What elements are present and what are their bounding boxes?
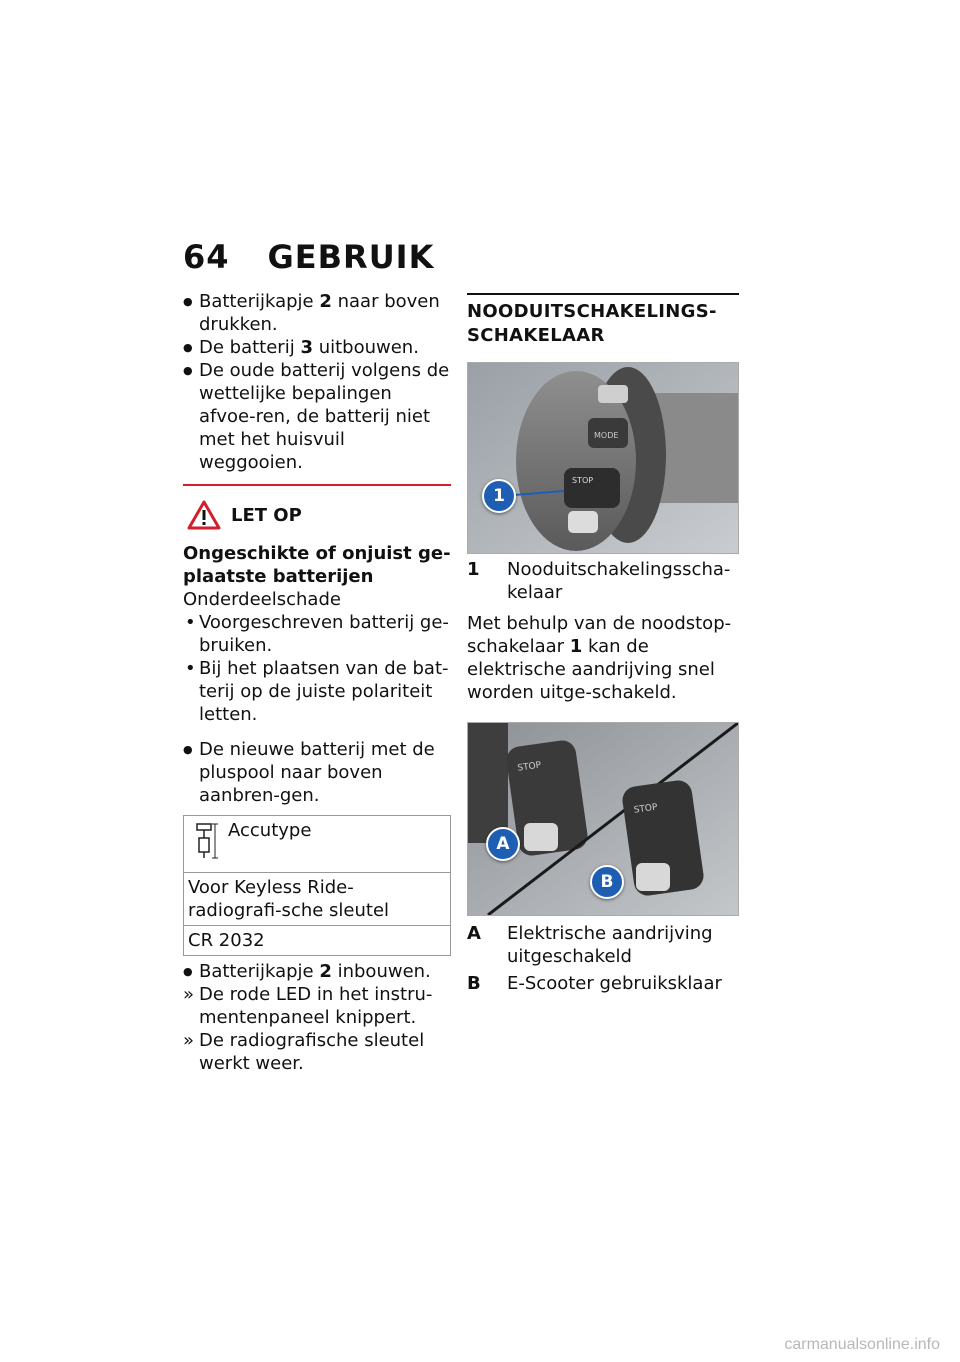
warning-item: • Voorgeschreven batterij ge-bruiken. — [183, 611, 451, 657]
step-dispose-battery: ● De oude batterij volgens de wettelijke bepalingen afvoe-ren, de batterij niet met het huisvuil weggooien. — [183, 359, 451, 474]
warning-title: Ongeschikte of onjuist ge-plaatste batterijen — [183, 543, 451, 587]
spec-value: CR 2032 — [188, 930, 265, 951]
subsection-title: NOODUITSCHAKELINGS- SCHAKELAAR — [467, 293, 739, 348]
figure-switch-states — [467, 722, 739, 916]
section-title: GEBRUIK — [267, 238, 435, 276]
result-led: » De rode LED in het instru-mentenpaneel knippert. — [183, 983, 451, 1029]
step-insert-battery: ● De nieuwe batterij met de pluspool naar boven aanbren-gen. — [183, 738, 451, 807]
warning-consequence: Onderdeelschade — [183, 589, 341, 610]
callout-marker-b: B — [590, 865, 624, 899]
warning-label: LET OP — [231, 504, 302, 526]
right-column — [467, 293, 739, 995]
mode-button-label: MODE — [594, 431, 619, 440]
spec-description: Voor Keyless Ride-radiografi-sche sleutel — [184, 873, 450, 926]
warning-item: • Bij het plaatsen van de bat-terij op de juiste polariteit letten. — [183, 657, 451, 726]
stop-label-a: STOP — [516, 760, 542, 774]
legend-item-1: 1 Nooduitschakelingsscha-kelaar — [467, 559, 731, 603]
callout-marker-1: 1 — [482, 479, 516, 513]
warning-triangle-icon — [187, 500, 221, 530]
step-remove-battery: ● De batterij 3 uitbouwen. — [183, 336, 451, 359]
page-number: 64 — [183, 238, 230, 276]
paragraph-emergency-stop: Met behulp van de noodstop-schakelaar 1 kan de elektrische aandrijving snel worden uitge-schakeld. — [467, 613, 732, 703]
legend-item-b: B E-Scooter gebruiksklaar — [467, 973, 722, 994]
spec-label: Accutype — [228, 820, 312, 841]
left-column — [183, 290, 451, 1075]
stop-label-b: STOP — [633, 802, 659, 816]
callout-marker-a: A — [486, 827, 520, 861]
result-key-works: » De radiografische sleutel werkt weer. — [183, 1029, 451, 1075]
step-remove-cap: ● Batterijkapje 2 naar boven drukken. — [183, 290, 451, 336]
watermark-footer: carmanualsonline.info — [784, 1336, 940, 1353]
page-header — [183, 238, 434, 276]
stop-switch-label: STOP — [572, 476, 594, 485]
warning-box — [183, 484, 451, 732]
battery-spec-icon — [184, 816, 228, 872]
legend-item-a: A Elektrische aandrijving uitgeschakeld — [467, 923, 713, 967]
spec-table — [183, 815, 451, 956]
figure-handlebar-switch — [467, 362, 739, 554]
step-install-cap: ● Batterijkapje 2 inbouwen. — [183, 960, 451, 983]
